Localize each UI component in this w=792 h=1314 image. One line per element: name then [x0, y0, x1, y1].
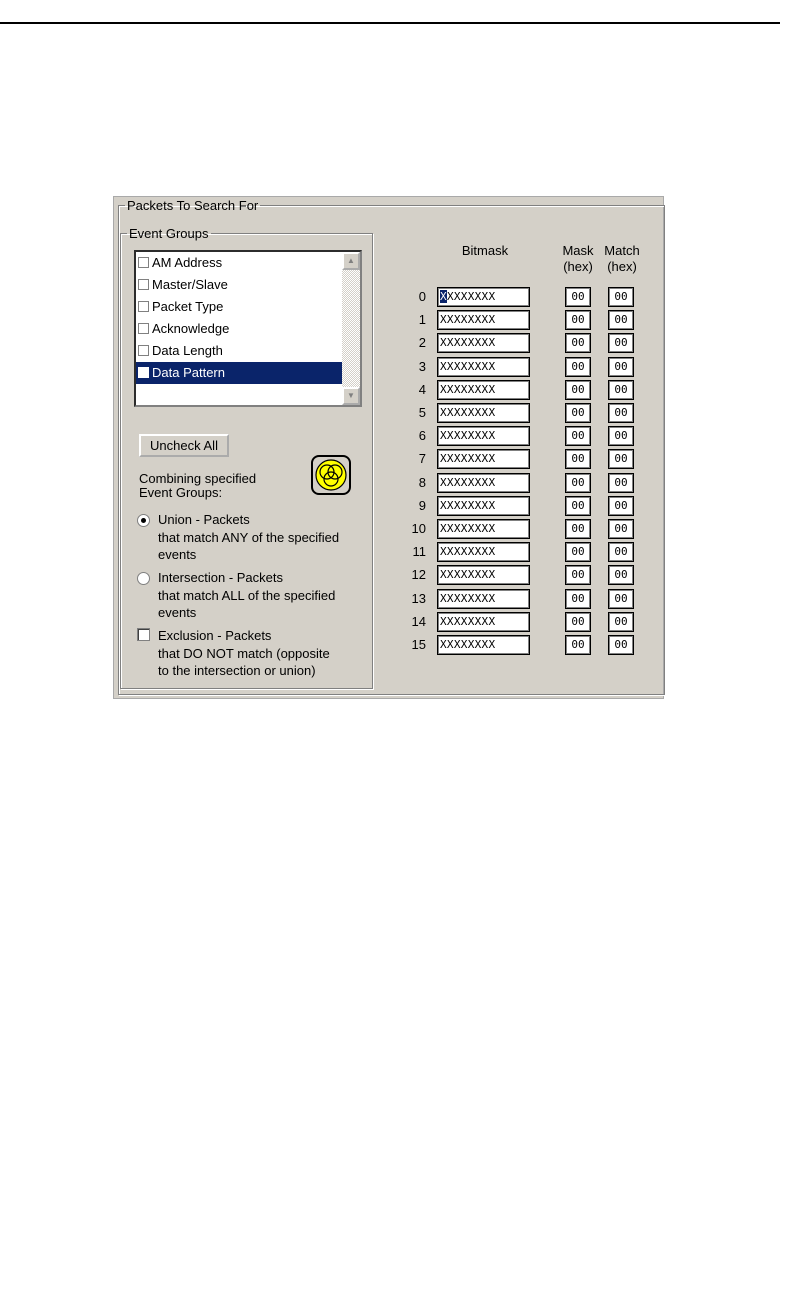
- event-group-label: Packet Type: [152, 299, 224, 314]
- row-index: 3: [418, 358, 426, 374]
- match-field[interactable]: 00: [608, 496, 634, 516]
- bitmask-field[interactable]: XXXXXXXX: [437, 333, 530, 353]
- scroll-down-arrow-icon[interactable]: ▼: [342, 387, 360, 405]
- mask-field[interactable]: 00: [565, 635, 591, 655]
- row-index: 14: [411, 613, 426, 629]
- bitmask-field[interactable]: XXXXXXXX: [437, 612, 530, 632]
- exclusion-label-1: Exclusion - Packets: [158, 628, 272, 643]
- exclusion-label-3: to the intersection or union): [158, 663, 316, 678]
- row-index: 1: [418, 312, 426, 328]
- combining-label-1: Combining specified: [139, 471, 257, 486]
- row-index: 10: [411, 521, 426, 536]
- row-index: 12: [411, 567, 426, 583]
- bitmask-field[interactable]: XXXXXXXX: [437, 519, 530, 539]
- bitmask-field[interactable]: XXXXXXXX: [437, 565, 530, 585]
- match-field[interactable]: 00: [608, 380, 634, 400]
- event-group-item[interactable]: [136, 340, 344, 362]
- event-group-item[interactable]: [136, 296, 344, 318]
- union-label-2: that match ANY of the specified: [158, 530, 340, 545]
- mask-field[interactable]: 00: [565, 565, 591, 585]
- exclusion-label-2: that DO NOT match (opposite: [158, 646, 330, 661]
- mask-field[interactable]: 00: [565, 380, 591, 400]
- mask-field[interactable]: 00: [565, 357, 591, 377]
- event-group-item[interactable]: [136, 274, 344, 296]
- bitmask-field[interactable]: [437, 287, 530, 307]
- union-label-1: Union - Packets: [158, 512, 250, 527]
- match-field[interactable]: 00: [608, 449, 634, 469]
- bitmask-field[interactable]: XXXXXXXX: [437, 496, 530, 516]
- row-index: 8: [418, 474, 426, 490]
- mask-field[interactable]: 00: [565, 496, 591, 516]
- match-field[interactable]: 00: [608, 542, 634, 562]
- row-index: 7: [418, 451, 426, 467]
- row-index: 13: [411, 590, 426, 606]
- mask-field[interactable]: 00: [565, 612, 591, 632]
- event-group-checkbox[interactable]: [138, 323, 149, 334]
- event-groups-list[interactable]: [134, 250, 362, 407]
- intersection-label-3: events: [158, 605, 197, 620]
- combining-label-2: Event Groups:: [139, 485, 223, 500]
- mask-field[interactable]: 00: [565, 589, 591, 609]
- exclusion-checkbox[interactable]: [137, 628, 150, 641]
- bitmask-field[interactable]: XXXXXXXX: [437, 403, 530, 423]
- match-field[interactable]: 00: [608, 287, 634, 307]
- event-group-item[interactable]: [136, 362, 344, 384]
- event-group-checkbox[interactable]: [138, 257, 149, 268]
- bitmask-field[interactable]: XXXXXXXX: [437, 357, 530, 377]
- event-group-checkbox[interactable]: [138, 367, 149, 378]
- event-group-item[interactable]: [136, 318, 344, 340]
- bitmask-field[interactable]: XXXXXXXX: [437, 310, 530, 330]
- match-field[interactable]: 00: [608, 426, 634, 446]
- mask-field[interactable]: 00: [565, 403, 591, 423]
- match-field[interactable]: 00: [608, 635, 634, 655]
- mask-field[interactable]: 00: [565, 519, 591, 539]
- bitmask-cursor: X: [440, 290, 447, 303]
- match-field[interactable]: 00: [608, 565, 634, 585]
- row-index: 2: [418, 335, 426, 351]
- row-index: 15: [411, 637, 426, 652]
- intersection-label-2: that match ALL of the specified: [158, 588, 336, 603]
- match-field[interactable]: 00: [608, 612, 634, 632]
- event-group-item[interactable]: [136, 252, 344, 274]
- match-field[interactable]: 00: [608, 333, 634, 353]
- union-label-3: events: [158, 547, 197, 562]
- match-field[interactable]: 00: [608, 589, 634, 609]
- bitmask-header: Bitmask: [461, 243, 509, 258]
- match-unit-header: (hex): [607, 259, 637, 274]
- bitmask-field[interactable]: XXXXXXXX: [437, 426, 530, 446]
- intersection-radio[interactable]: [137, 572, 150, 585]
- bitmask-field[interactable]: XXXXXXXX: [437, 449, 530, 469]
- mask-field[interactable]: 00: [565, 287, 591, 307]
- bitmask-field[interactable]: XXXXXXXX: [437, 542, 530, 562]
- intersection-label-1: Intersection - Packets: [158, 570, 283, 585]
- row-index: 0: [418, 289, 426, 304]
- venn-diagram-icon: [311, 455, 351, 495]
- mask-field[interactable]: 00: [565, 426, 591, 446]
- match-field[interactable]: 00: [608, 519, 634, 539]
- mask-unit-header: (hex): [563, 259, 593, 274]
- event-group-checkbox[interactable]: [138, 345, 149, 356]
- top-rule: [0, 22, 780, 24]
- packets-to-search-legend: Packets To Search For: [127, 198, 259, 213]
- row-index: 11: [412, 544, 426, 560]
- row-index: 5: [418, 405, 426, 420]
- mask-field[interactable]: 00: [565, 449, 591, 469]
- uncheck-all-button[interactable]: Uncheck All: [139, 434, 229, 457]
- event-groups-legend: Event Groups: [129, 226, 209, 241]
- event-group-label: Data Pattern: [152, 365, 225, 380]
- match-header: Match: [604, 243, 640, 258]
- mask-header: Mask: [562, 243, 594, 258]
- union-radio[interactable]: [137, 514, 150, 527]
- mask-field[interactable]: 00: [565, 310, 591, 330]
- list-scrollbar[interactable]: [342, 252, 360, 405]
- scroll-up-arrow-icon[interactable]: ▲: [342, 252, 360, 270]
- bitmask-field[interactable]: XXXXXXXX: [437, 473, 530, 493]
- match-field[interactable]: 00: [608, 357, 634, 377]
- event-group-checkbox[interactable]: [138, 279, 149, 290]
- match-field[interactable]: 00: [608, 403, 634, 423]
- mask-field[interactable]: 00: [565, 542, 591, 562]
- row-index: 9: [418, 497, 426, 513]
- event-group-label: Acknowledge: [152, 321, 230, 336]
- mask-field[interactable]: 00: [565, 333, 591, 353]
- bitmask-rest: XXXXXXX: [446, 290, 496, 303]
- event-group-checkbox[interactable]: [138, 301, 149, 312]
- row-index: 4: [418, 381, 426, 397]
- bitmask-field[interactable]: XXXXXXXX: [437, 635, 530, 655]
- mask-field[interactable]: 00: [565, 473, 591, 493]
- event-group-label: Master/Slave: [152, 277, 228, 292]
- event-group-label: AM Address: [152, 255, 223, 270]
- bitmask-field[interactable]: XXXXXXXX: [437, 380, 530, 400]
- row-index: 6: [418, 428, 426, 444]
- event-group-label: Data Length: [152, 343, 223, 358]
- match-field[interactable]: 00: [608, 473, 634, 493]
- match-field[interactable]: 00: [608, 310, 634, 330]
- bitmask-field[interactable]: XXXXXXXX: [437, 589, 530, 609]
